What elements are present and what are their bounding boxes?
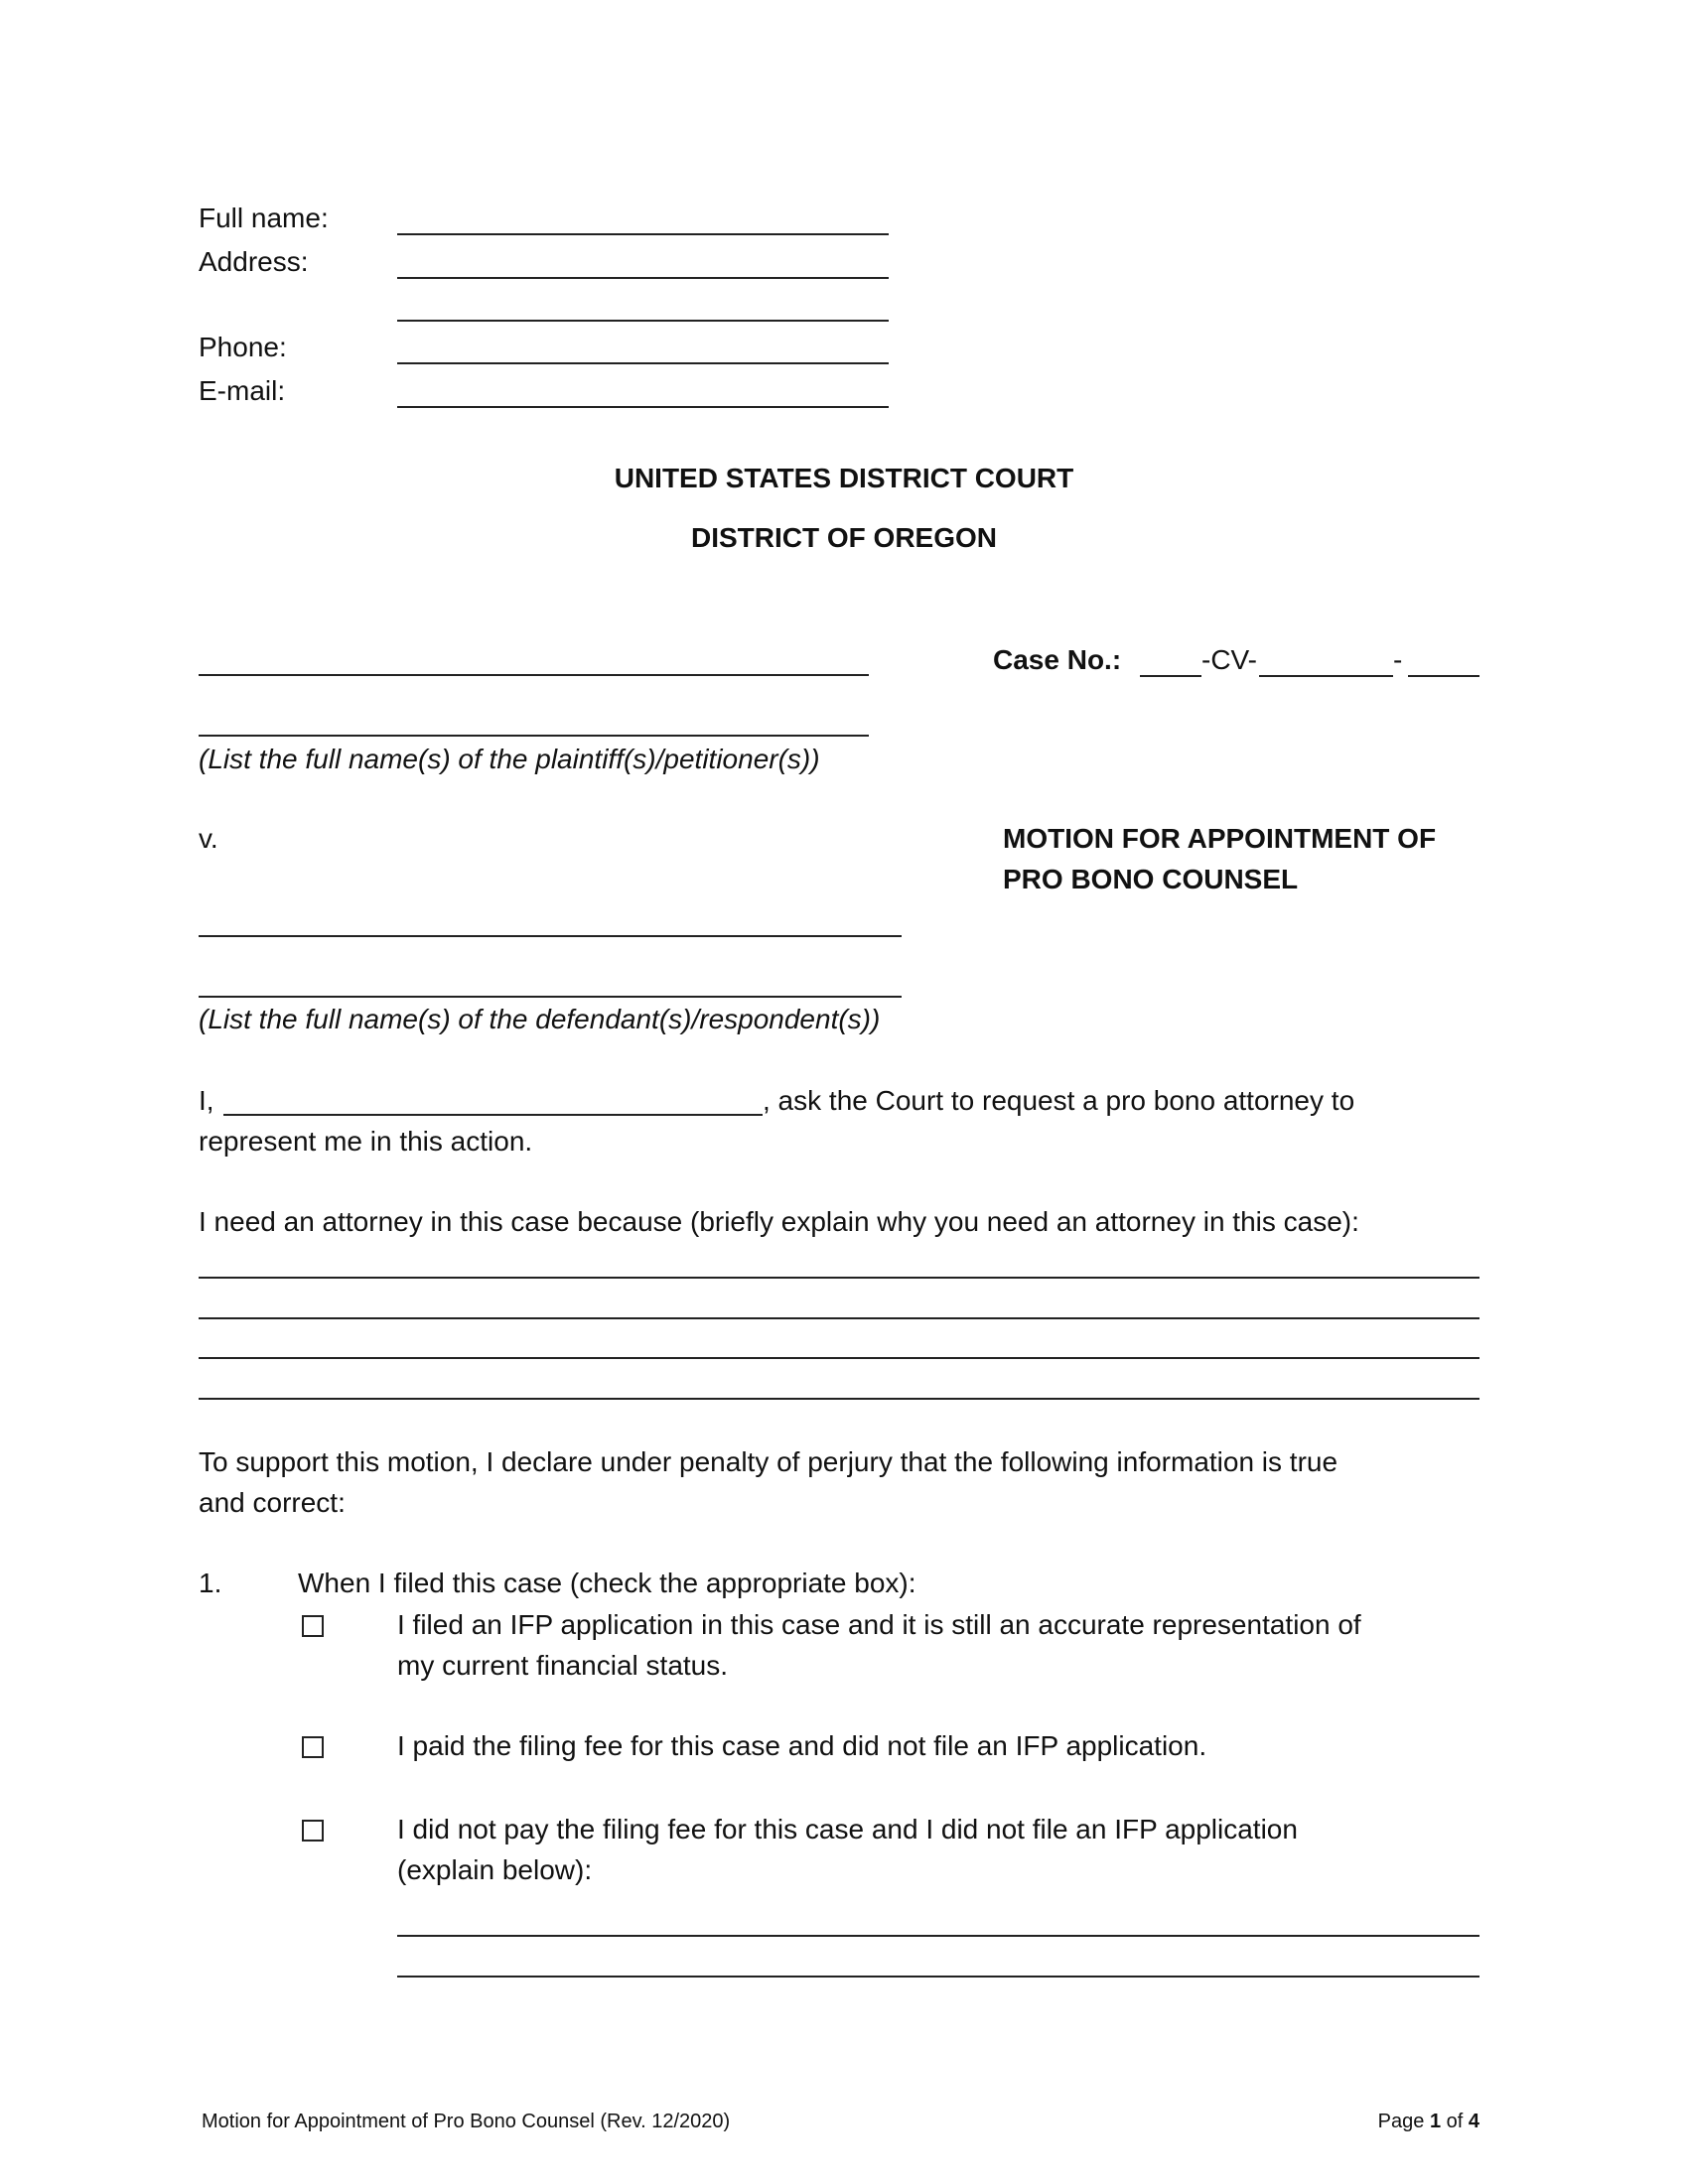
declaration-line-1: To support this motion, I declare under penalty of perjury that the following information is true — [199, 1446, 1338, 1477]
item-1-prompt: When I filed this case (check the appropriate box): — [298, 1568, 916, 1598]
option-3-explanation-line-1[interactable] — [397, 1935, 1479, 1937]
email-label: E-mail: — [199, 375, 286, 406]
request-line-2: represent me in this action. — [199, 1126, 533, 1157]
versus-label: v. — [199, 823, 218, 854]
case-number-field-number[interactable] — [1259, 675, 1393, 677]
plaintiff-hint: (List the full name(s) of the plaintiff(s)/petitioner(s)) — [199, 744, 820, 774]
declaration-line-2: and correct: — [199, 1487, 346, 1518]
option-3-explanation-line-2[interactable] — [397, 1976, 1479, 1978]
option-1-line-2: my current financial status. — [397, 1650, 729, 1681]
page-of: of — [1446, 2111, 1464, 2132]
need-attorney-prompt: I need an attorney in this case because (briefly explain why you need an attorney in this case): — [199, 1206, 1359, 1237]
explanation-line-1[interactable] — [199, 1277, 1479, 1279]
address-label: Address: — [199, 246, 309, 277]
applicant-name-field[interactable] — [223, 1114, 763, 1116]
case-number-field-year[interactable] — [1140, 675, 1201, 677]
full-name-field[interactable] — [397, 233, 889, 235]
ifp-filed-checkbox[interactable] — [302, 1615, 324, 1637]
no-fee-no-ifp-checkbox[interactable] — [302, 1820, 324, 1842]
case-number-cv: -CV- — [1201, 644, 1257, 675]
court-district: DISTRICT OF OREGON — [691, 522, 997, 553]
page-current: 1 — [1429, 2111, 1442, 2132]
option-2-line-1: I paid the filing fee for this case and did not file an IFP application. — [397, 1730, 1207, 1761]
footer-form-title: Motion for Appointment of Pro Bono Counsel (Rev. 12/2020) — [202, 2111, 731, 2132]
defendant-field-line-2[interactable] — [199, 996, 902, 998]
email-field[interactable] — [397, 406, 889, 408]
explanation-line-3[interactable] — [199, 1357, 1479, 1359]
fee-paid-checkbox[interactable] — [302, 1736, 324, 1758]
case-number-field-initials[interactable] — [1408, 675, 1479, 677]
phone-field[interactable] — [397, 362, 889, 364]
full-name-label: Full name: — [199, 203, 329, 233]
option-3-line-1: I did not pay the filing fee for this case and I did not file an IFP application — [397, 1814, 1298, 1844]
footer-page-number — [1365, 2110, 1479, 2133]
phone-label: Phone: — [199, 332, 287, 362]
page-prefix: Page — [1377, 2111, 1425, 2132]
address-field-line-2[interactable] — [397, 320, 889, 322]
case-number-dash: - — [1393, 644, 1403, 675]
request-suffix: , ask the Court to request a pro bono attorney to — [763, 1085, 1355, 1116]
option-1-line-1: I filed an IFP application in this case and it is still an accurate representation of — [397, 1609, 1361, 1640]
address-field-line-1[interactable] — [397, 277, 889, 279]
defendant-hint: (List the full name(s) of the defendant(s)/respondent(s)) — [199, 1004, 881, 1034]
plaintiff-field-line-1[interactable] — [199, 674, 869, 676]
plaintiff-field-line-2[interactable] — [199, 735, 869, 737]
defendant-field-line-1[interactable] — [199, 935, 902, 937]
court-name: UNITED STATES DISTRICT COURT — [614, 463, 1074, 493]
option-3-line-2: (explain below): — [397, 1854, 593, 1885]
item-1-number: 1. — [199, 1568, 222, 1598]
motion-title-line-1: MOTION FOR APPOINTMENT OF — [1003, 823, 1437, 854]
explanation-line-4[interactable] — [199, 1398, 1479, 1400]
explanation-line-2[interactable] — [199, 1317, 1479, 1319]
case-number-label: Case No.: — [993, 644, 1122, 675]
page-total: 4 — [1468, 2111, 1479, 2132]
request-prefix: I, — [199, 1085, 214, 1116]
motion-title-line-2: PRO BONO COUNSEL — [1003, 864, 1299, 894]
